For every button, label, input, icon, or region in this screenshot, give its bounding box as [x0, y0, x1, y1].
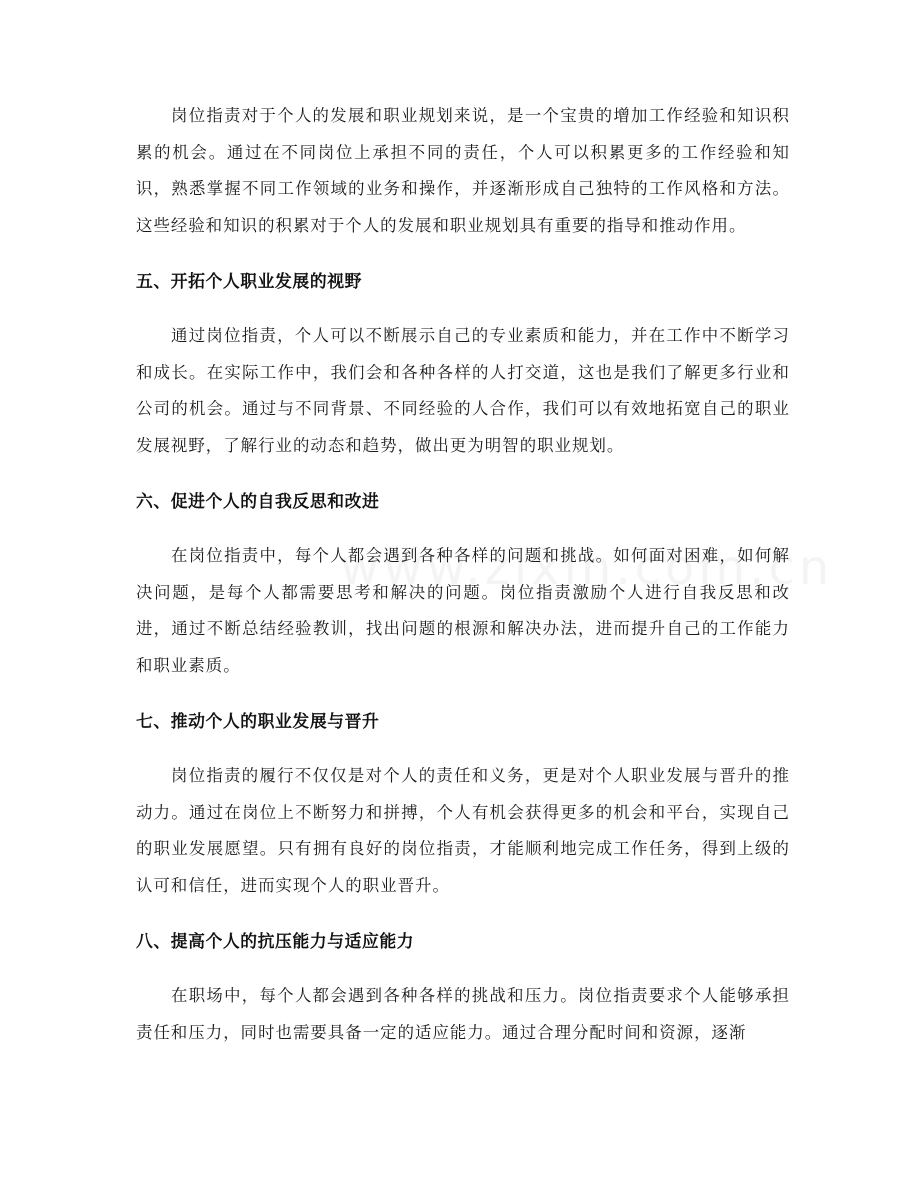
section-heading-6: 六、促进个人的自我反思和改进 — [136, 491, 380, 511]
section-heading-7: 七、推动个人的职业发展与晋升 — [136, 711, 380, 731]
paragraph-pressure-adaptation: 在职场中，每个人都会遇到各种各样的挑战和压力。岗位指责要求个人能够承担责任和压力，同时也需要具备一定的适应能力。通过合理分配时间和资源，逐渐 — [136, 986, 790, 1042]
section-heading-5: 五、开拓个人职业发展的视野 — [136, 271, 362, 291]
paragraph-broaden-vision: 通过岗位指责，个人可以不断展示自己的专业素质和能力，并在工作中不断学习和成长。在实际工作中，我们会和各种各样的人打交道，这也是我们了解更多行业和公司的机会。通过与不同背景、不同经验的人合作，我们可以有效地拓宽自己的职业发展视野，了解行业的动态和趋势，做出更为明智的职业规划。 — [136, 326, 790, 455]
paragraph-self-reflection: 在岗位指责中，每个人都会遇到各种各样的问题和挑战。如何面对困难，如何解决问题，是每个人都需要思考和解决的问题。岗位指责激励个人进行自我反思和改进，通过不断总结经验教训，找出问题的根源和解决办法，进而提升自己的工作能力和职业素质。 — [136, 546, 790, 675]
section-heading-8: 八、提高个人的抗压能力与适应能力 — [136, 931, 415, 951]
paragraph-promotion: 岗位指责的履行不仅仅是对个人的责任和义务，更是对个人职业发展与晋升的推动力。通过在岗位上不断努力和拼搏，个人有机会获得更多的机会和平台，实现自己的职业发展愿望。只有拥有良好的岗位指责，才能顺利地完成工作任务，得到上级的认可和信任，进而实现个人的职业晋升。 — [136, 766, 790, 895]
paragraph-career-experience: 岗位指责对于个人的发展和职业规划来说，是一个宝贵的增加工作经验和知识积累的机会。通过在不同岗位上承担不同的责任，个人可以积累更多的工作经验和知识，熟悉掌握不同工作领域的业务和操作，并逐渐形成自己独特的工作风格和方法。这些经验和知识的积累对于个人的发展和职业规划具有重要的指导和推动作用。 — [136, 106, 790, 235]
